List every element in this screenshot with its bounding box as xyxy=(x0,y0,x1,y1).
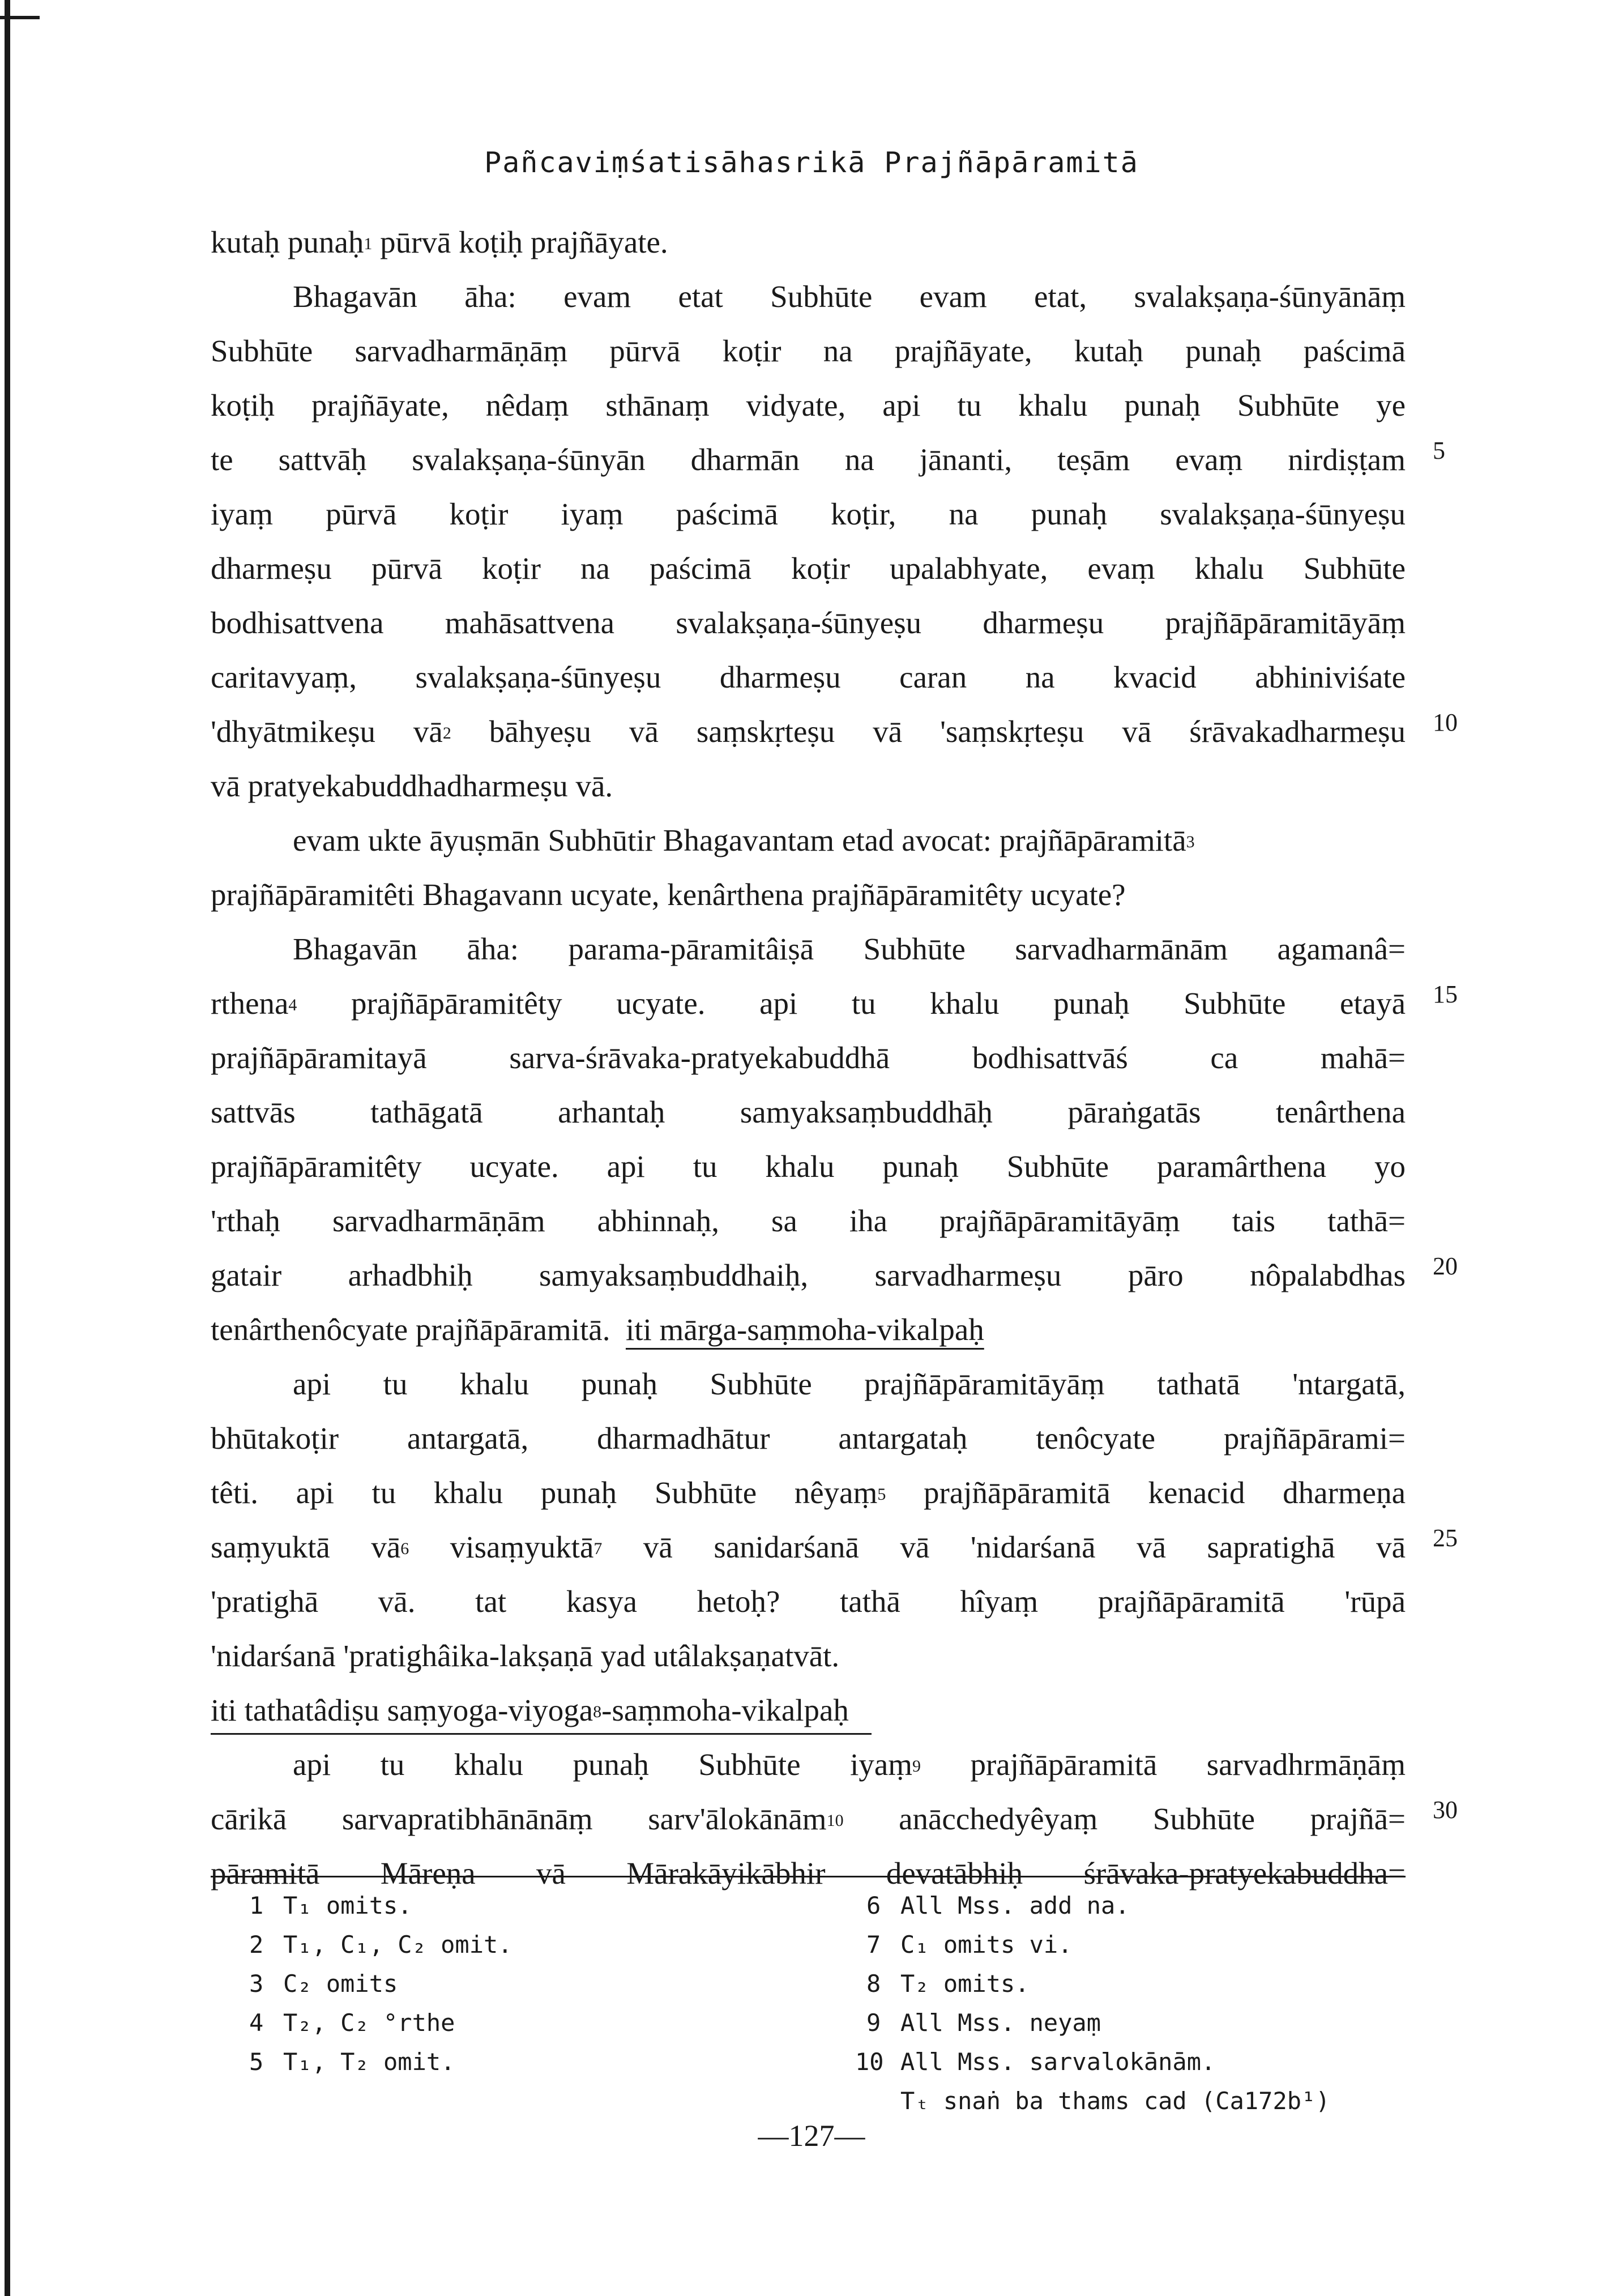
text-line: pāramitā Māreṇa vā Mārakāyikābhir devatābhiḥ śrāvaka-pratyekabuddha= xyxy=(211,1856,1406,1890)
footnote: 7 C₁ omits vi. xyxy=(866,1931,1073,1958)
footnote: Tₜ snaṅ ba thams cad (Ca172b¹) xyxy=(900,2087,1330,2115)
text-line: 'nidarśanā 'pratighâika-lakṣaṇā yad utâlakṣaṇatvāt. xyxy=(211,1638,840,1673)
text-line: caritavyaṃ, svalakṣaṇa-śūnyeṣu dharmeṣu caran na kvacid abhiniviśate xyxy=(211,660,1406,694)
text-line: 'dhyātmikeṣu $vā^2$ bāhyeṣu vā saṃskṛteṣu vā 'saṃskṛteṣu vā śrāvakadharmeṣu xyxy=(211,714,1406,749)
line-number: 20 xyxy=(1433,1252,1458,1280)
line-number: 5 xyxy=(1433,437,1445,464)
line-number: 15 xyxy=(1433,980,1458,1008)
section-heading: iti tathatâdiṣu saṃyoga-viyoga$^8$-saṃmoha-vikalpaḥ xyxy=(211,1683,1406,1738)
footnote: 1 T₁ omits. xyxy=(249,1892,412,1919)
footnote: 10 All Mss. sarvalokānām. xyxy=(855,2048,1216,2076)
text-line: api tu khalu punaḥ Subhūte prajñāpāramitāyāṃ tathatā 'ntargatā, xyxy=(293,1367,1406,1401)
footnote: 2 T₁, C₁, C₂ omit. xyxy=(249,1931,512,1958)
text-line: evam ukte āyuṣmān Subhūtir Bhagavantam etad avocat: prajñāpāramitā$^3$ xyxy=(293,823,1195,857)
text-line: prajñāpāramitêti Bhagavann ucyate, kenârthena prajñāpāramitêty ucyate? xyxy=(211,877,1126,912)
footnotes-left xyxy=(249,1886,815,2081)
text-line: Bhagavān āha: parama-pāramitâiṣā Subhūte sarvadharmānām agamanâ= xyxy=(293,932,1406,966)
binding-edge-mark xyxy=(5,0,10,2296)
footnote: 3 C₂ omits xyxy=(249,1970,398,1998)
text-line: saṃyuktā $vā^6$ visaṃyuktā$^7$ vā sanidarśanā vā 'nidarśanā vā sapratighā vā xyxy=(211,1530,1406,1564)
footnote: 4 T₂, C₂ °rthe xyxy=(249,2009,455,2037)
text-line: te sattvāḥ svalakṣaṇa-śūnyān dharmān na jānanti, teṣām evaṃ nirdiṣṭam xyxy=(211,442,1406,477)
footnote: 6 All Mss. add na. xyxy=(866,1892,1130,1919)
crop-mark xyxy=(0,16,40,19)
text-line: koṭiḥ prajñāyate, nêdaṃ sthānaṃ vidyate, api tu khalu punaḥ Subhūte ye xyxy=(211,388,1406,423)
text-line: tenârthenôcyate prajñāpāramitā. iti mārga-saṃmoha-vikalpaḥ xyxy=(211,1312,984,1347)
text-line: Bhagavān āha: evam etat Subhūte evam etat, svalakṣaṇa-śūnyānāṃ xyxy=(293,279,1406,314)
line-number: 10 xyxy=(1433,709,1458,736)
text-line: 'rthaḥ sarvadharmāṇām abhinnaḥ, sa iha prajñāpāramitāyāṃ tais tathā= xyxy=(211,1204,1406,1238)
text-line: rthena$^4$ prajñāpāramitêty ucyate. api tu khalu punaḥ Subhūte etayā xyxy=(211,986,1406,1021)
text-line: api tu khalu punaḥ Subhūte iyaṃ$^9$ prajñāpāramitā sarvadhrmāṇāṃ xyxy=(293,1747,1406,1782)
text-line: kutaḥ punaḥ$^1$ pūrvā koṭiḥ prajñāyate. xyxy=(211,225,668,259)
running-head: Pañcaviṃśatisāhasrikā Prajñāpāramitā xyxy=(484,146,1139,179)
footnotes-right xyxy=(855,1886,1433,2120)
text-line: 'pratighā vā. tat kasya hetoḥ? tathā hîyaṃ prajñāpāramitā 'rūpā xyxy=(211,1584,1406,1619)
text-line: gatair arhadbhiḥ samyaksaṃbuddhaiḥ, sarvadharmeṣu pāro nôpalabdhas xyxy=(211,1258,1406,1292)
text-line: bodhisattvena mahāsattvena svalakṣaṇa-śūnyeṣu dharmeṣu prajñāpāramitāyāṃ xyxy=(211,605,1406,640)
footnote: 8 T₂ omits. xyxy=(866,1970,1030,1998)
text-line: prajñāpāramitêty ucyate. api tu khalu punaḥ Subhūte paramârthena yo xyxy=(211,1149,1406,1184)
text-line: prajñāpāramitayā sarva-śrāvaka-pratyekabuddhā bodhisattvāś ca mahā= xyxy=(211,1040,1406,1075)
page-number: —127— xyxy=(758,2119,865,2153)
text-line: iyaṃ pūrvā koṭir iyaṃ paścimā koṭir, na punaḥ svalakṣaṇa-śūnyeṣu xyxy=(211,497,1406,531)
line-number: 30 xyxy=(1433,1796,1458,1824)
text-line: dharmeṣu pūrvā koṭir na paścimā koṭir upalabhyate, evaṃ khalu Subhūte xyxy=(211,551,1406,586)
line-number: 25 xyxy=(1433,1524,1458,1552)
text-line: Subhūte sarvadharmāṇāṃ pūrvā koṭir na prajñāyate, kutaḥ punaḥ paścimā xyxy=(211,334,1406,368)
text-line: bhūtakoṭir antargatā, dharmadhātur antargataḥ tenôcyate prajñāpārami= xyxy=(211,1421,1406,1456)
footnote: 5 T₁, T₂ omit. xyxy=(249,2048,455,2076)
footnote-rule xyxy=(211,1876,1406,1877)
text-line: cārikā sarvapratibhānānāṃ sarv'ālokānām$^{10}$ anācchedyêyaṃ Subhūte prajñā= xyxy=(211,1802,1406,1836)
text-line: têti. api tu khalu punaḥ Subhūte nêyaṃ$^5$ prajñāpāramitā kenacid dharmeṇa xyxy=(211,1475,1406,1510)
text-line: sattvās tathāgatā arhantaḥ samyaksaṃbuddhāḥ pāraṅgatās tenârthena xyxy=(211,1095,1406,1129)
footnote: 9 All Mss. neyaṃ xyxy=(866,2009,1101,2037)
text-line: vā pratyekabuddhadharmeṣu vā. xyxy=(211,769,613,803)
section-heading: iti mārga-saṃmoha-vikalpaḥ xyxy=(625,1312,984,1347)
main-text xyxy=(211,215,1406,1901)
